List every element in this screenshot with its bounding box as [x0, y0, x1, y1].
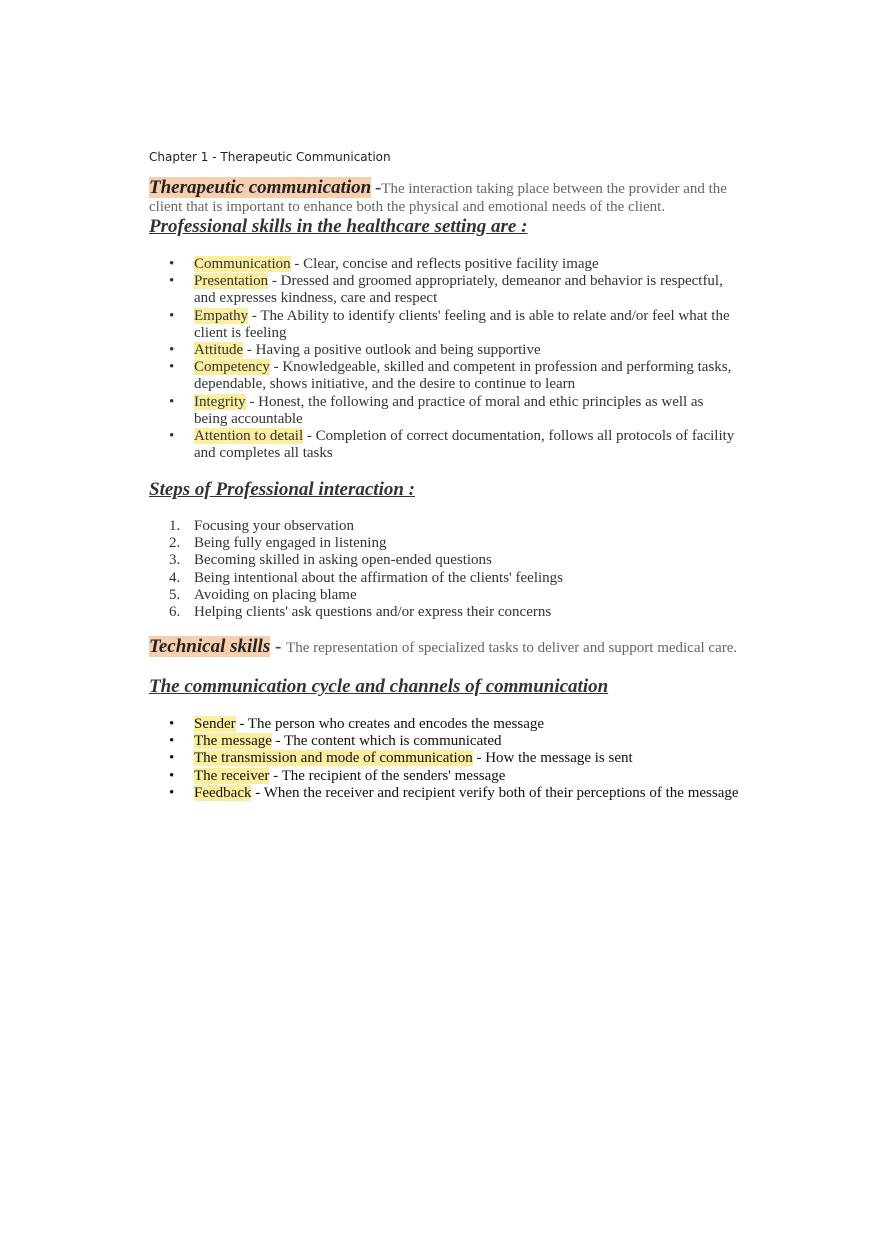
highlighted-term: The transmission and mode of communication [194, 750, 473, 767]
item-text: Becoming skilled in asking open-ended questions [194, 552, 492, 569]
list-number: 2. [169, 535, 181, 552]
bullet-icon: • [169, 750, 175, 767]
professional-skills-heading: Professional skills in the healthcare setting are : [149, 216, 528, 237]
list-item [149, 256, 739, 273]
professional-skills-list [149, 256, 739, 462]
highlighted-term: The receiver [194, 767, 270, 784]
definition-text: The interaction taking place between the provider and the client that is important to enhance both the physical and emotional needs of the client. [149, 181, 727, 215]
item-text: Being fully engaged in listening [194, 535, 387, 552]
term-technical-skills: Technical skills [149, 636, 271, 657]
item-text: - Dressed and groomed appropriately, demeanor and behavior is respectful, and expresses kindness, care and respect [194, 273, 723, 307]
chapter-title: Chapter 1 - Therapeutic Communication [149, 150, 391, 164]
bullet-icon: • [169, 359, 175, 376]
bullet-icon: • [169, 307, 175, 324]
highlighted-term: Feedback [194, 784, 252, 801]
item-text: Focusing your observation [194, 518, 354, 534]
highlighted-term: Sender [194, 716, 236, 732]
list-item [149, 359, 739, 393]
bullet-icon: • [169, 733, 175, 750]
list-item [149, 394, 739, 428]
list-number: 1. [169, 518, 181, 534]
highlighted-term: Communication [194, 256, 291, 272]
item-text: Being intentional about the affirmation of the clients' feelings [194, 569, 563, 586]
list-number: 6. [169, 604, 181, 621]
bullet-icon: • [169, 767, 175, 784]
item-text: - Having a positive outlook and being supportive [243, 342, 541, 359]
list-item [149, 518, 739, 535]
bullet-icon: • [169, 784, 175, 801]
list-item [149, 768, 739, 785]
list-item [149, 308, 739, 342]
item-text: - The content which is communicated [271, 733, 502, 750]
dash: - [270, 636, 287, 657]
list-item [149, 428, 739, 462]
item-text: - The Ability to identify clients' feeling and is able to relate and/or feel what the client is feeling [194, 307, 730, 341]
bullet-icon: • [169, 256, 175, 272]
list-number: 5. [169, 586, 181, 603]
list-number: 3. [169, 552, 181, 569]
list-item [149, 570, 739, 587]
highlighted-term: Presentation [194, 273, 269, 290]
steps-heading: Steps of Professional interaction : [149, 479, 416, 500]
list-item [149, 785, 739, 802]
bullet-icon: • [169, 273, 175, 290]
highlighted-term: Attention to detail [194, 428, 304, 445]
list-item [149, 587, 739, 604]
therapeutic-definition [149, 179, 739, 216]
technical-definition [149, 638, 739, 657]
communication-cycle-heading: The communication cycle and channels of communication [149, 676, 609, 697]
item-text: Avoiding on placing blame [194, 586, 357, 603]
steps-list [149, 518, 739, 621]
list-item [149, 273, 739, 307]
item-text: - The recipient of the senders' message [269, 767, 506, 784]
item-text: - Honest, the following and practice of moral and ethic principles as well as being accountable [194, 393, 704, 427]
highlighted-term: Competency [194, 359, 270, 376]
bullet-icon: • [169, 716, 175, 732]
list-item [149, 716, 739, 733]
list-item [149, 733, 739, 750]
list-item [149, 604, 739, 621]
dash: - [374, 177, 382, 198]
list-item [149, 342, 739, 359]
highlighted-term: Integrity [194, 393, 246, 410]
highlighted-term: The message [194, 733, 272, 750]
list-item [149, 750, 739, 767]
item-text: - Clear, concise and reflects positive facility image [290, 256, 599, 272]
list-item [149, 535, 739, 552]
item-text: - When the receiver and recipient verify both of their perceptions of the message [251, 784, 739, 801]
item-text: Helping clients' ask questions and/or express their concerns [194, 604, 552, 621]
term-therapeutic-communication: Therapeutic communication [149, 177, 372, 198]
bullet-icon: • [169, 342, 175, 359]
item-text: - How the message is sent [472, 750, 633, 767]
highlighted-term: Attitude [194, 342, 244, 359]
item-text: - The person who creates and encodes the message [235, 716, 545, 732]
list-item [149, 552, 739, 569]
communication-cycle-list [149, 716, 739, 802]
item-text: - Knowledgeable, skilled and competent in profession and performing tasks, dependable, shows initiative, and the desire to continue to learn [194, 359, 732, 393]
item-text: - Completion of correct documentation, follows all protocols of facility and completes all tasks [194, 428, 735, 462]
highlighted-term: Empathy [194, 307, 249, 324]
list-number: 4. [169, 569, 181, 586]
bullet-icon: • [169, 428, 175, 445]
definition-text: The representation of specialized tasks to deliver and support medical care. [286, 640, 738, 656]
bullet-icon: • [169, 393, 175, 410]
